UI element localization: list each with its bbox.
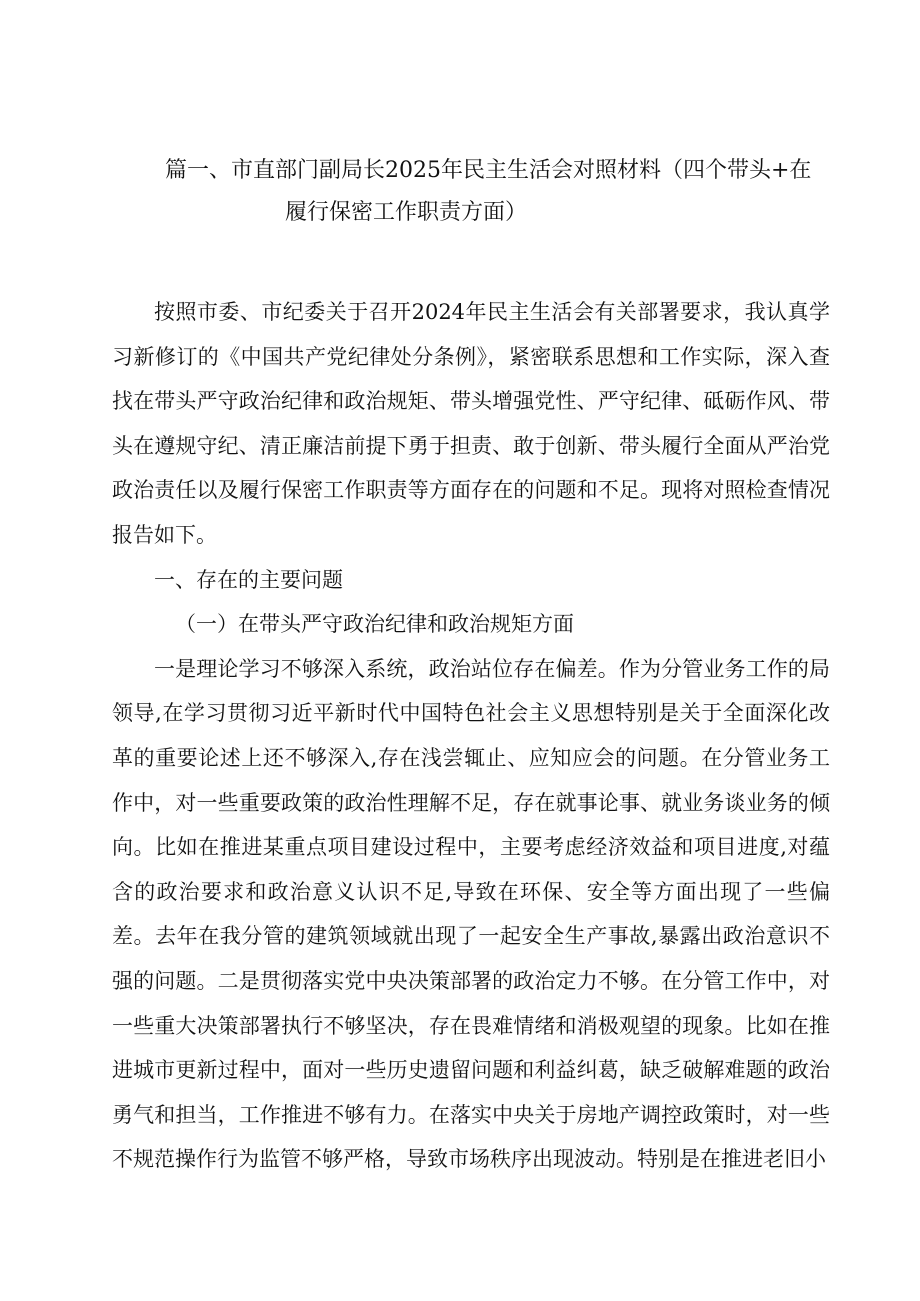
title-line-1: 篇一、市直部门副局长2025年民主生活会对照材料（四个带头+在	[165, 158, 812, 183]
subsection-heading: （一）在带头严守政治纪律和政治规矩方面	[175, 612, 574, 637]
intro-paragraph: 按照市委、市纪委关于召开2024年民主生活会有关部署要求，我认真学习新修订的《中国共产党纪律处分条例》，紧密联系思想和工作实际，深入查找在带头严守政治纪律和政治规矩、带头增强党性、严守纪律、砥砺作风、带头在遵规守纪、清正廉洁前提下勇于担责、敢于创新、带头履行全面从严治党政治责任以及履行保密工作职责等方面存在的问题和不足。现将对照检查情况报告如下。	[112, 300, 830, 547]
section-heading: 一、存在的主要问题	[154, 567, 343, 592]
document-body	[112, 290, 830, 1182]
title-line-2: 履行保密工作职责方面）	[285, 200, 528, 225]
body-paragraph: 一是理论学习不够深入系统，政治站位存在偏差。作为分管业务工作的局领导,在学习贯彻习近平新时代中国特色社会主义思想特别是关于全面深化改革的重要论述上还不够深入,存在浅尝辄止、应知应会的问题。在分管业务工作中，对一些重要政策的政治性理解不足，存在就事论事、就业务谈业务的倾向。比如在推进某重点项目建设过程中，主要考虑经济效益和项目进度,对蕴含的政治要求和政治意义认识不足,导致在环保、安全等方面出现了一些偏差。去年在我分管的建筑领域就出现了一起安全生产事故,暴露出政治意识不强的问题。二是贯彻落实党中央决策部署的政治定力不够。在分管工作中，对一些重大决策部署执行不够坚决，存在畏难情绪和消极观望的现象。比如在推进城市更新过程中，面对一些历史遗留问题和利益纠葛，缺乏破解难题的政治勇气和担当，工作推进不够有力。在落实中央关于房地产调控政策时，对一些不规范操作行为监管不够严格，导致市场秩序出现波动。特别是在推进老旧小	[112, 656, 830, 1172]
document-title	[110, 150, 840, 234]
